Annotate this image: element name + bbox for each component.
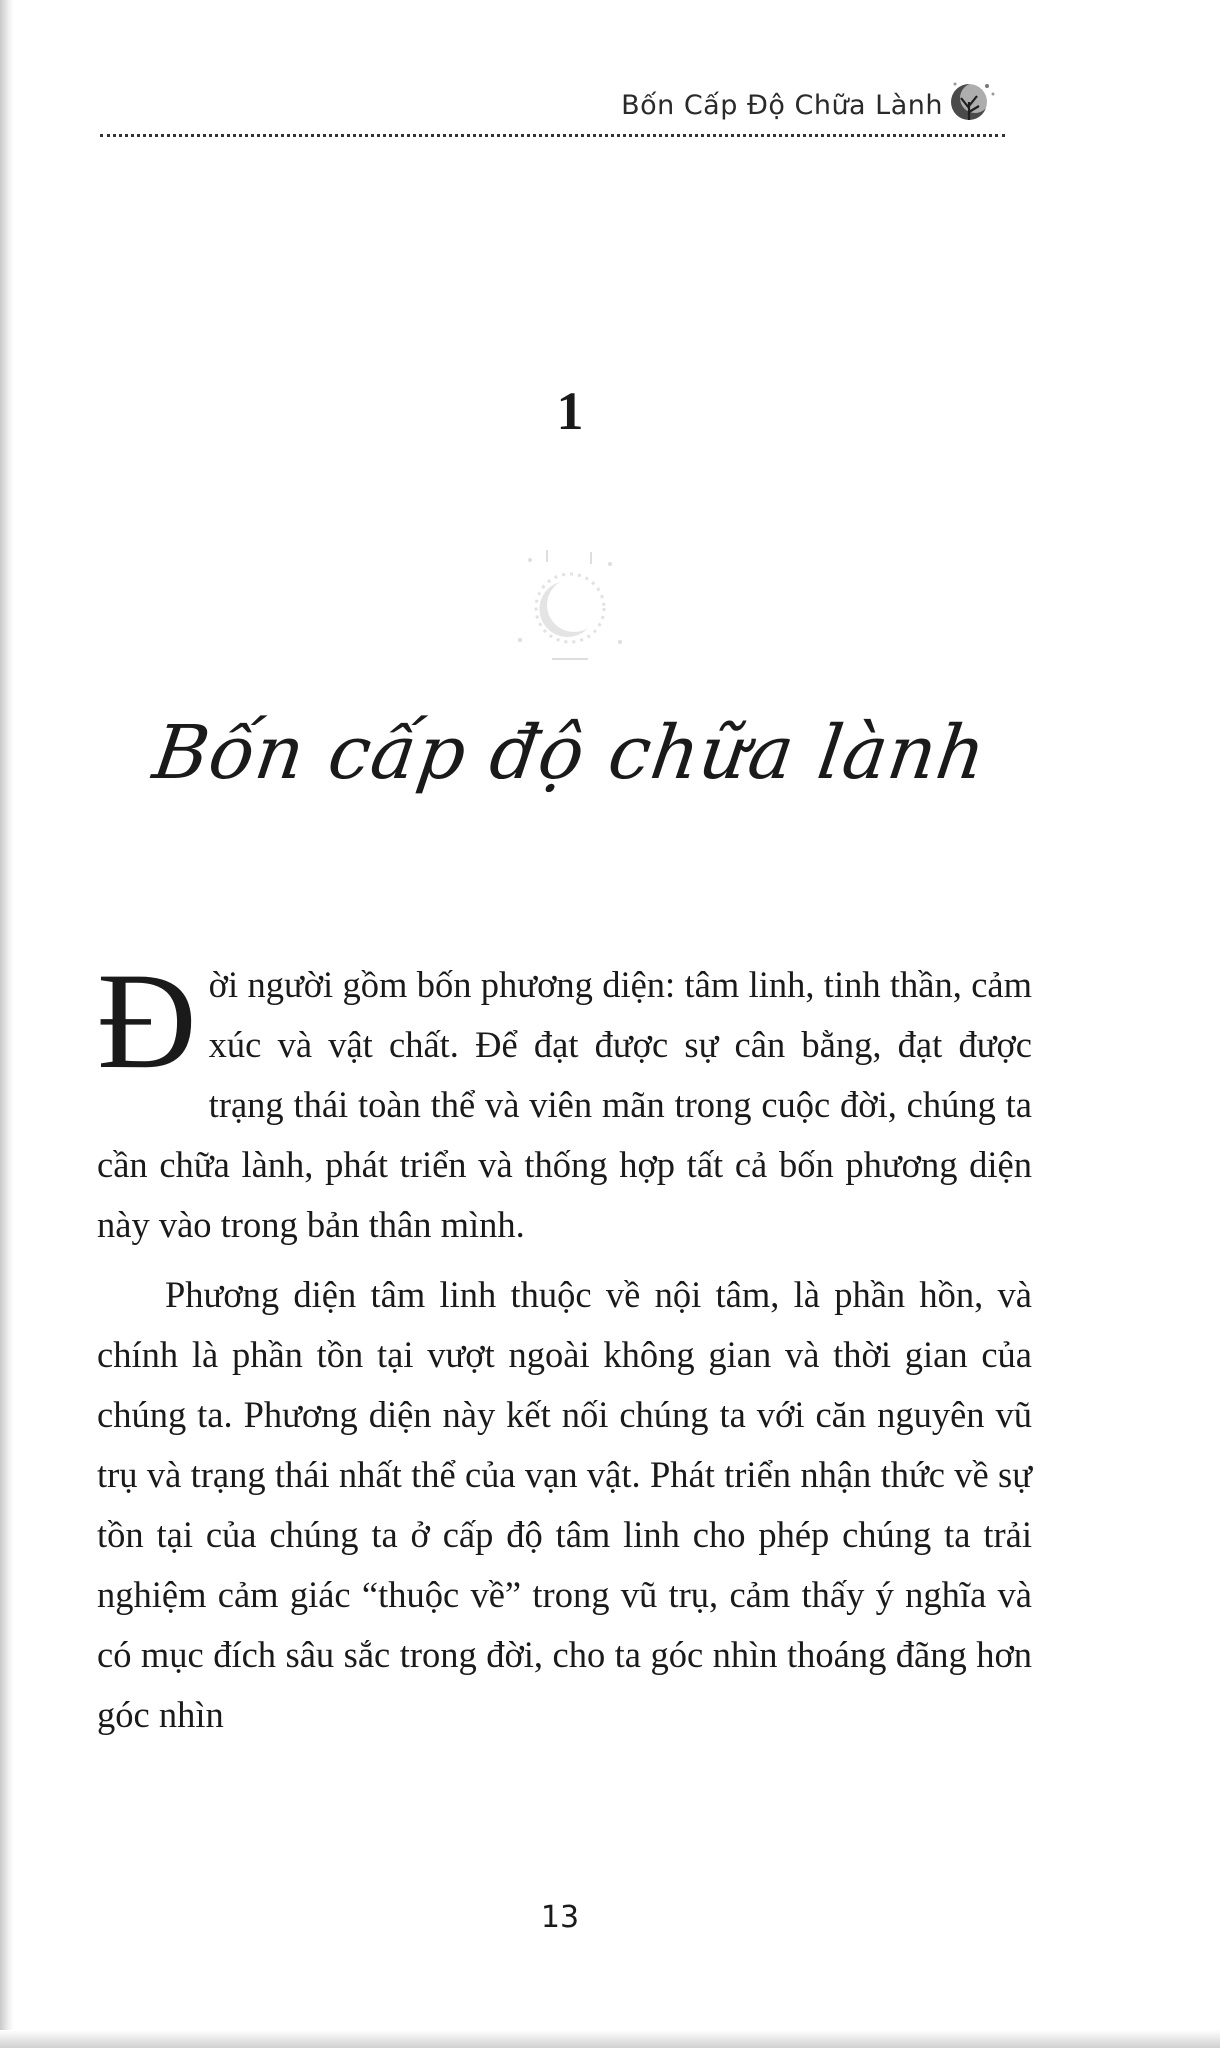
chapter-title: Bốn cấp độ chữa lành [148, 710, 992, 796]
drop-cap: Đ [97, 944, 197, 1097]
paragraph-2: Phương diện tâm linh thuộc về nội tâm, là phần hồn, và chính là phần tồn tại vượt ngoài không gian và thời gian của chúng ta. Phương diện này kết nối chúng ta với căn nguyên vũ trụ và trạng thái nhất thể của vạn vật. Phát triển nhận thức về sự tồn tại của chúng ta ở cấp độ tâm linh cho phép chúng ta trải nghiệm cảm giác “thuộc về” trong vũ trụ, cảm thấy ý nghĩa và có mục đích sâu sắc trong đời, cho ta góc nhìn thoáng đãng hơn góc nhìn [97, 1274, 1032, 1735]
chapter-number: 1 [556, 381, 584, 441]
crescent-moon-icon [490, 530, 650, 690]
paragraph-1 [97, 944, 1032, 1255]
page-number: 13 [540, 1900, 580, 1935]
running-header-title: Bốn Cấp Độ Chữa Lành [621, 90, 943, 121]
paragraph-1-text: ời người gồm bốn phương diện: tâm linh, tinh thần, cảm xúc và vật chất. Để đạt được sự cân bằng, đạt được trạng thái toàn thể và viên mãn trong cuộc đời, chúng ta cần chữa lành, phát triển và thống hợp tất cả bốn phương diện này vào trong bản thân mình. [97, 964, 1032, 1245]
running-header [100, 88, 1005, 138]
moon-tree-icon [943, 72, 999, 128]
header-dotted-rule [100, 134, 1005, 137]
scan-edge [0, 0, 14, 2048]
scan-bottom-edge [0, 2030, 1220, 2048]
body-text [97, 944, 1032, 1745]
